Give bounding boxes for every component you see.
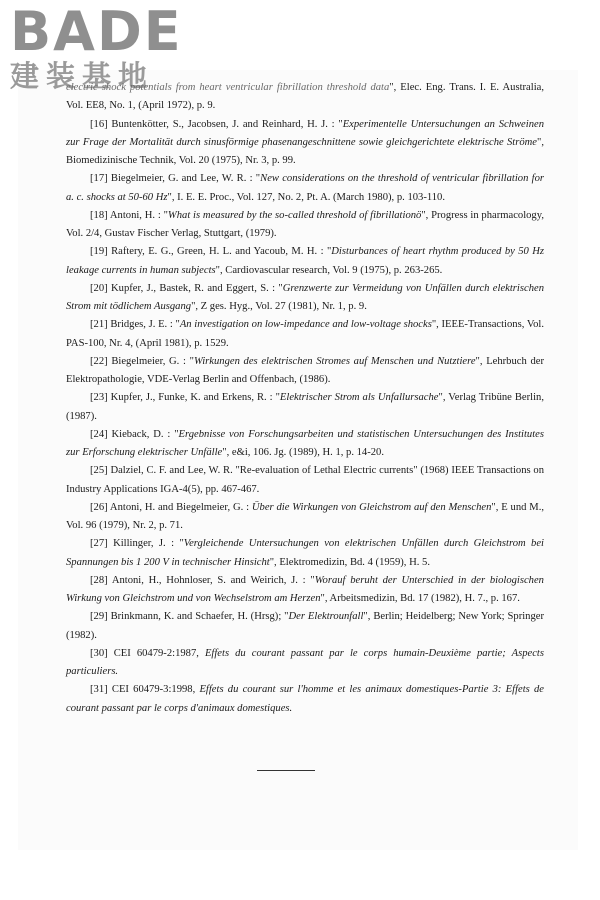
reference-number: [30] [90,647,108,659]
reference-item-30 [66,645,544,682]
reference-number: [23] [90,392,108,404]
reference-details: ", Elec. Eng. Trans. I. E. Australia, Vol. EE8, No. 1, (April 1972), p. 9. [66,82,544,112]
reference-details: ", Cardiovascular research, Vol. 9 (1975), p. 263-265. [215,264,443,276]
reference-number: [21] [90,319,108,331]
reference-title: Elektrischer Strom als Unfallursache [279,392,439,404]
reference-item-29 [66,608,544,645]
reference-title: Experimentelle Untersuchungen an Schweinen zur Frage der Mortalität durch sinusförmige phasenangeschnittene sowie gleichgerichtete elektrische Ströme [66,118,544,148]
reference-authors: Kupfer, J., Bastek, R. and Eggert, S. : " [111,282,283,294]
reference-number: [25] [90,465,108,477]
reference-authors: Kieback, D. : " [111,428,179,440]
reference-authors: Dalziel, C. F. and Lee, W. R. "Re-evaluation of Lethal Electric currents" (1968) IEEE Transactions on Industry Applications IGA-4(5), pp. 467-467. [66,465,544,495]
reference-item-28 [66,572,544,609]
reference-title: Der Elektrounfall [288,611,364,623]
reference-number: [28] [90,574,108,586]
reference-authors: CEI 60479-2:1987, [113,647,205,659]
reference-authors: Biegelmeier, G. and Lee, W. R. : " [110,173,261,185]
reference-details: ", Berlin; Heidelberg; New York; Springer (1982). [66,611,544,641]
reference-details: ", Biomedizinische Technik, Vol. 20 (1975), Nr. 3, p. 99. [66,136,544,166]
reference-list [66,79,544,718]
end-divider [257,770,315,771]
reference-item-16 [66,116,544,171]
reference-authors: Bridges, J. E. : " [110,319,180,331]
reference-authors: Killinger, J. : " [113,538,184,550]
reference-item-22 [66,353,544,390]
reference-item-21 [66,316,544,353]
reference-authors: CEI 60479-3:1998, [111,684,200,696]
reference-details: ", Elektromedizin, Bd. 4 (1959), H. 5. [269,556,430,568]
reference-details: ", E und M., Vol. 96 (1979), Nr. 2, p. 71. [66,501,544,531]
reference-item-20 [66,280,544,317]
reference-details: ", Arbeitsmedizin, Bd. 17 (1982), H. 7., p. 167. [320,593,520,604]
reference-item-31 [66,681,544,718]
reference-authors: Antoni, H. : " [109,209,168,221]
reference-item-15-continuation [66,79,544,116]
watermark-cjk-text: 建装基地 [10,59,155,93]
reference-number: [19] [90,246,108,258]
reference-authors: Buntenkötter, S., Jacobsen, J. and Reinhard, H. J. : " [111,118,343,130]
reference-details: ", e&i, 106. Jg. (1989), H. 1, p. 14-20. [222,447,384,458]
reference-item-27 [66,535,544,572]
watermark-latin-text: BADE [10,0,183,63]
reference-title: Über die Wirkungen von Gleichstrom auf den Menschen [251,501,492,513]
reference-details: ", Progress in pharmacology, Vol. 2/4, Gustav Fischer Verlag, Stuttgart, (1979). [66,209,544,239]
reference-number: [18] [90,209,108,221]
reference-number: [29] [90,611,108,623]
reference-title: Grenzwerte zur Vermeidung von Unfällen durch elektrischen Strom mit tödlichem Ausgang [66,282,544,312]
reference-title: An investigation on low-impedance and low-voltage shocks [179,319,432,331]
reference-details: ", IEEE-Transactions, Vol. PAS-100, Nr. 4, (April 1981), p. 1529. [66,319,545,349]
reference-item-17 [66,170,544,207]
reference-number: [22] [90,355,108,367]
reference-title: New considerations on the threshold of ventricular fibrillation for a. c. shocks at 50-60 Hz [66,173,544,203]
reference-title: Disturbances of heart rhythm produced by 50 Hz leakage currents in human subjects [66,246,544,276]
reference-title: Effets du courant passant par le corps humain-Deuxième partie; Aspects particuliers. [66,647,544,677]
reference-item-26 [66,499,544,536]
reference-details: ", Lehrbuch der Elektropathologie, VDE-Verlag Berlin and Offenbach, (1986). [66,355,544,385]
reference-title: Ergebnisse von Forschungsarbeiten und statistischen Untersuchungen des Institutes zur Erforschung elektrischer Unfälle [66,428,544,458]
reference-details: ", Verlag Tribüne Berlin, (1987). [66,392,544,422]
reference-number: [17] [90,173,108,185]
reference-number: [24] [90,428,108,440]
reference-authors: Biegelmeier, G. : " [111,355,194,367]
reference-authors: Antoni, H., Hohnloser, S. and Weirich, J. : " [111,574,315,586]
reference-title: What is measured by the so-called threshold of fibrillationö [167,209,422,221]
reference-title: Wirkungen des elektrischen Stromes auf Menschen und Nutztiere [193,355,476,367]
reference-details: ", Z ges. Hyg., Vol. 27 (1981), Nr. 1, p. 9. [191,301,367,312]
reference-item-18 [66,207,544,244]
reference-authors: Kupfer, J., Funke, K. and Erkens, R. : " [110,392,280,404]
reference-title: Effets du courant sur l'homme et les animaux domestiques-Partie 3: Effets de courant passant par le corps d'animaux domestiques. [66,684,544,714]
reference-title: Worauf beruht der Unterschied in der biologischen Wirkung von Gleichstrom und von Wechselstrom am Herzen [66,574,544,604]
reference-item-19 [66,243,544,280]
reference-authors: Brinkmann, K. and Schaefer, H. (Hrsg); " [110,611,289,623]
reference-authors: Raftery, E. G., Green, H. L. and Yacoub, M. H. : " [111,246,332,258]
reference-item-23 [66,389,544,426]
reference-item-24 [66,426,544,463]
reference-item-25 [66,462,544,499]
reference-number: [27] [90,538,108,550]
reference-number: [20] [90,282,108,294]
reference-details: ", I. E. E. Proc., Vol. 127, No. 2, Pt. A. (March 1980), p. 103-110. [167,191,446,203]
reference-number: [16] [90,118,108,130]
reference-title: Vergleichende Untersuchungen von elektrischen Unfällen durch Gleichstrom bei Spannungen bis 1 200 V in technischer Hinsicht [66,538,544,568]
reference-title: electric shock potentials from heart ventricular fibrillation threshold data [66,82,390,93]
reference-authors: Antoni, H. and Biegelmeier, G. : [109,501,252,513]
reference-number: [26] [90,501,108,513]
reference-number: [31] [90,684,108,696]
